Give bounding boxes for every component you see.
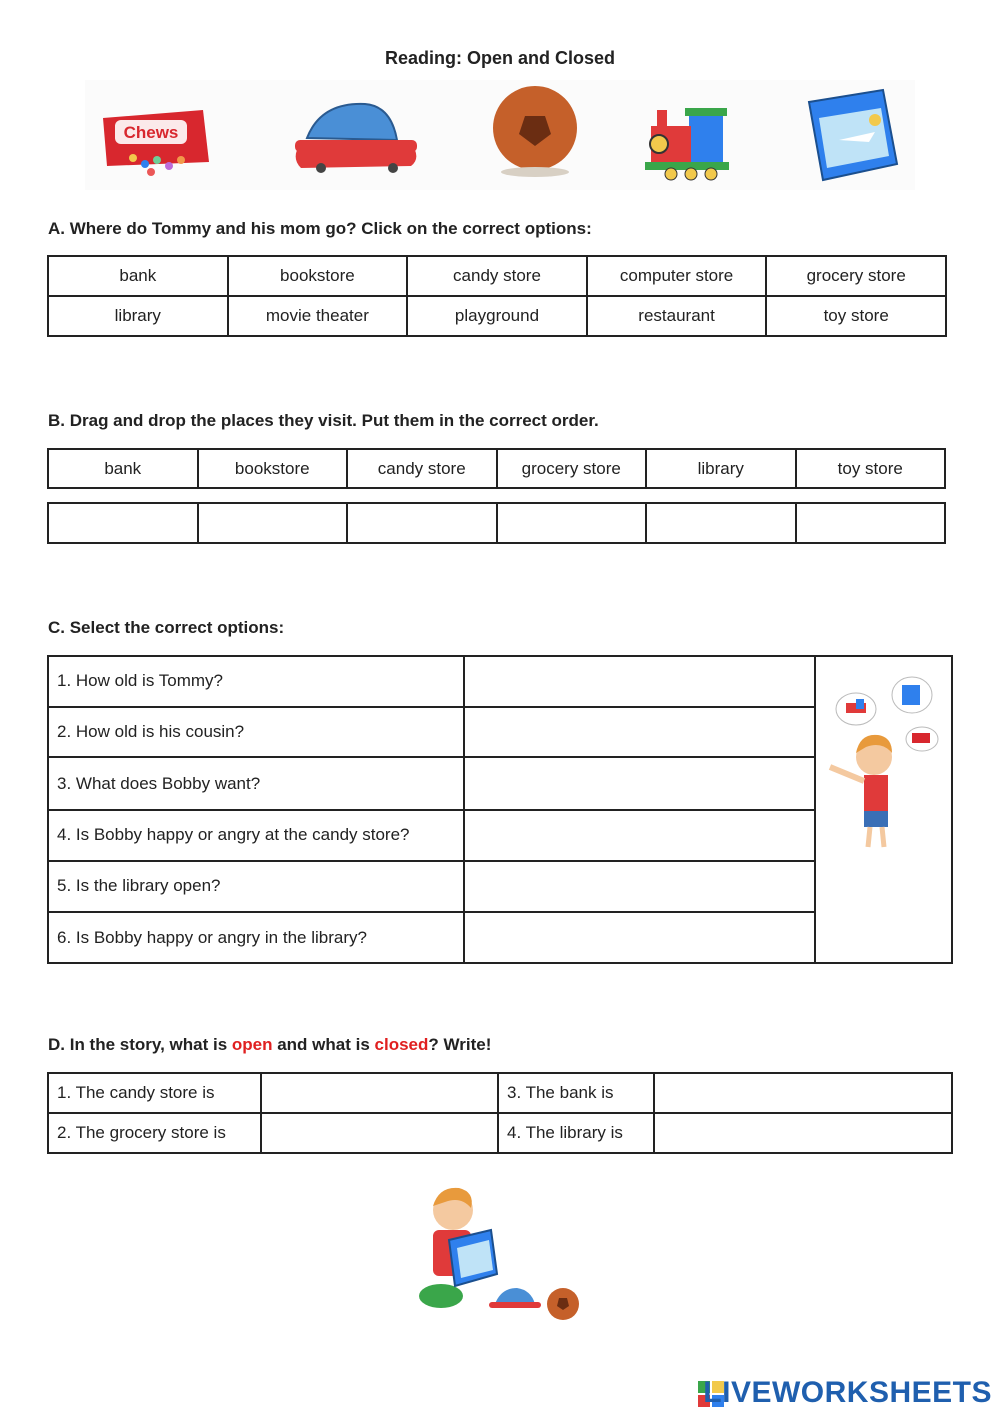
answer-dropdown[interactable] <box>464 810 815 861</box>
section-b-heading: B. Drag and drop the places they visit. Put them in the correct order. <box>48 411 599 430</box>
section-b-drag-options <box>47 448 946 489</box>
drop-slot[interactable] <box>198 503 348 543</box>
thinking-boy-icon <box>816 657 951 957</box>
question-text: 1. How old is Tommy? <box>48 656 464 707</box>
drop-slot[interactable] <box>796 503 946 543</box>
option-cell[interactable]: restaurant <box>587 296 767 336</box>
option-cell[interactable]: library <box>48 296 228 336</box>
option-cell[interactable]: bookstore <box>228 256 408 296</box>
answer-dropdown[interactable] <box>464 912 815 963</box>
answer-dropdown[interactable] <box>464 757 815 810</box>
section-a-options-table <box>47 255 947 337</box>
prompt-text: 2. The grocery store is <box>48 1113 261 1153</box>
drag-option[interactable]: candy store <box>347 449 497 488</box>
book-icon <box>809 90 897 180</box>
option-cell[interactable]: movie theater <box>228 296 408 336</box>
drag-option[interactable]: library <box>646 449 796 488</box>
answer-input[interactable] <box>654 1113 952 1153</box>
option-cell[interactable]: toy store <box>766 296 946 336</box>
answer-input[interactable] <box>261 1073 498 1113</box>
drop-slot[interactable] <box>48 503 198 543</box>
drop-slot[interactable] <box>497 503 647 543</box>
prompt-text: 3. The bank is <box>498 1073 654 1113</box>
answer-dropdown[interactable] <box>464 707 815 758</box>
prompt-text: 4. The library is <box>498 1113 654 1153</box>
answer-dropdown[interactable] <box>464 656 815 707</box>
answer-input[interactable] <box>654 1073 952 1113</box>
option-cell[interactable]: grocery store <box>766 256 946 296</box>
option-cell[interactable]: playground <box>407 296 587 336</box>
drag-option[interactable]: grocery store <box>497 449 647 488</box>
drop-slot[interactable] <box>646 503 796 543</box>
answer-dropdown[interactable] <box>464 861 815 913</box>
section-a-heading: A. Where do Tommy and his mom go? Click on the correct options: <box>48 219 592 238</box>
svg-text:Chews: Chews <box>123 123 179 142</box>
option-cell[interactable]: candy store <box>407 256 587 296</box>
word-closed: closed <box>374 1035 429 1054</box>
answer-input[interactable] <box>261 1113 498 1153</box>
drop-slot[interactable] <box>347 503 497 543</box>
question-text: 6. Is Bobby happy or angry in the library? <box>48 912 464 963</box>
question-text: 3. What does Bobby want? <box>48 757 464 810</box>
prompt-text: 1. The candy store is <box>48 1073 261 1113</box>
word-open: open <box>231 1035 273 1054</box>
section-b-drop-targets <box>47 502 946 544</box>
section-d-table <box>47 1072 953 1154</box>
question-text: 2. How old is his cousin? <box>48 707 464 758</box>
question-text: 4. Is Bobby happy or angry at the candy store? <box>48 810 464 861</box>
section-d-heading: D. In the story, what is open and what is closed? Write! <box>48 1035 492 1054</box>
option-cell[interactable]: computer store <box>587 256 767 296</box>
liveworksheets-brand[interactable]: LIVEWORKSHEETS <box>703 1376 992 1409</box>
boy-illustration-cell <box>815 656 952 963</box>
drag-option[interactable]: bookstore <box>198 449 348 488</box>
question-text: 5. Is the library open? <box>48 861 464 913</box>
top-images-strip <box>85 80 915 190</box>
reading-boy-illustration <box>405 1178 590 1328</box>
option-cell[interactable]: bank <box>48 256 228 296</box>
drag-option[interactable]: toy store <box>796 449 946 488</box>
drag-option[interactable]: bank <box>48 449 198 488</box>
section-c-heading: C. Select the correct options: <box>48 618 285 637</box>
page-title: Reading: Open and Closed <box>384 48 616 68</box>
section-c-questions-table <box>47 655 953 964</box>
